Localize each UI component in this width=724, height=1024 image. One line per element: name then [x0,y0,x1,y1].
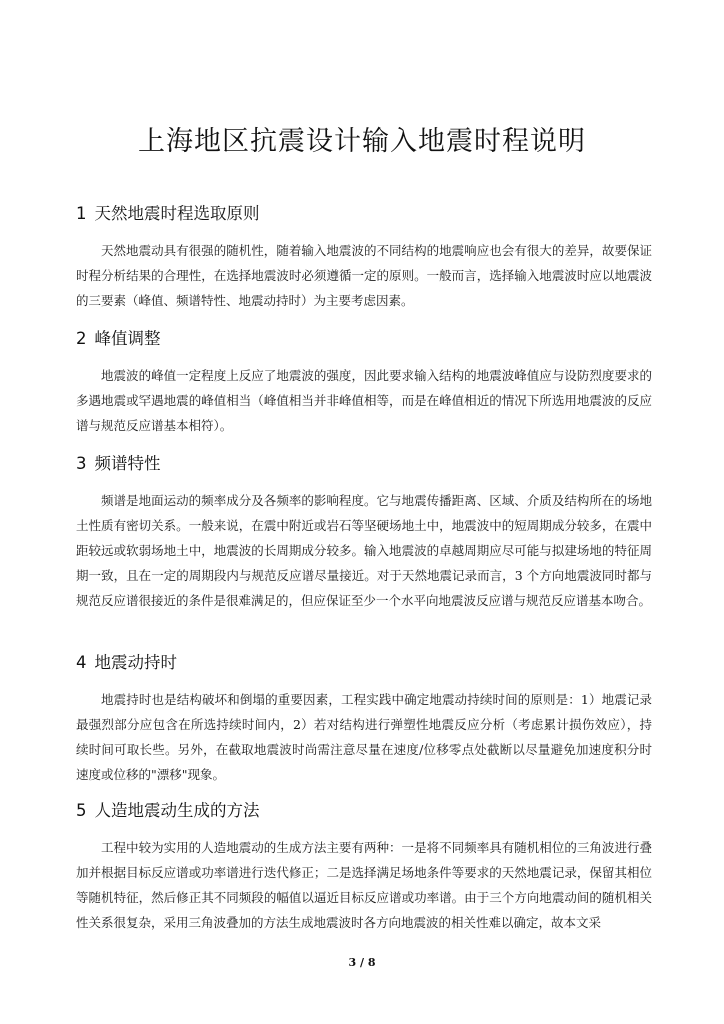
section-heading [76,652,652,674]
section-title: 峰值调整 [94,329,161,348]
section-title: 地震动持时 [94,653,177,672]
section-title: 频谱特性 [94,454,161,473]
section-number: 2 [76,329,87,348]
section-number: 3 [76,454,87,473]
section-paragraph: 地震持时也是结构破坏和倒塌的重要因素，工程实践中确定地震动持续时间的原则是：1）地震记录最强烈部分应包含在所选持续时间内，2）若对结构进行弹塑性地震反应分析（考虑累计损伤效应），持续时间可取长些。另外，在截取地震波时尚需注意尽量在速度/位移零点处截断以尽量避免加速度积分时速度或位移的"漂移"现象。 [76,692,652,782]
section-4 [76,652,652,787]
section-2 [76,328,652,438]
section-paragraph: 地震波的峰值一定程度上反应了地震波的强度，因此要求输入结构的地震波峰值应与设防烈度要求的多遇地震或罕遇地震的峰值相当（峰值相当并非峰值相等，而是在峰值相近的情况下所选用地震波的反应谱与规范反应谱基本相符）。 [76,368,652,433]
section-title: 天然地震时程选取原则 [94,204,260,223]
section-paragraph: 频谱是地面运动的频率成分及各频率的影响程度。它与地震传播距离、区域、介质及结构所在的场地土性质有密切关系。一般来说，在震中附近或岩石等坚硬场地土中，地震波中的短周期成分较多，在震中距较远或软弱场地土中，地震波的长周期成分较多。输入地震波的卓越周期应尽可能与拟建场地的特征周期一致，且在一定的周期段内与规范反应谱尽量接近。对于天然地震记录而言，3 个方向地震波同时都与规范反应谱很接近的条件是很难满足的，但应保证至少一个水平向地震波反应谱与规范反应谱基本吻合。 [76,493,652,608]
section-number: 4 [76,653,87,672]
section-paragraph: 天然地震动具有很强的随机性，随着输入地震波的不同结构的地震响应也会有很大的差异，故要保证时程分析结果的合理性，在选择地震波时必须遵循一定的原则。一般而言，选择输入地震波时应以地震波的三要素（峰值、频谱特性、地震动持时）为主要考虑因素。 [76,243,652,308]
section-heading [76,203,652,225]
section-1 [76,203,652,313]
section-title: 人造地震动生成的方法 [94,801,260,820]
section-paragraph: 工程中较为实用的人造地震动的生成方法主要有两种：一是将不同频率具有随机相位的三角波进行叠加并根据目标反应谱或功率谱进行迭代修正；二是选择满足场地条件等要求的天然地震记录，保留其相位等随机特征，然后修正其不同频段的幅值以逼近目标反应谱或功率谱。由于三个方向地震动间的随机相关性关系很复杂，采用三角波叠加的方法生成地震波时各方向地震波的相关性难以确定，故本文采 [76,840,652,930]
section-number: 5 [76,801,87,820]
section-3 [76,453,652,613]
section-number: 1 [76,204,87,223]
page-number: 3 / 8 [348,956,376,969]
section-heading [76,453,652,475]
section-5 [76,800,652,935]
document-title: 上海地区抗震设计输入地震时程说明 [138,126,586,157]
section-heading [76,328,652,350]
section-heading [76,800,652,822]
